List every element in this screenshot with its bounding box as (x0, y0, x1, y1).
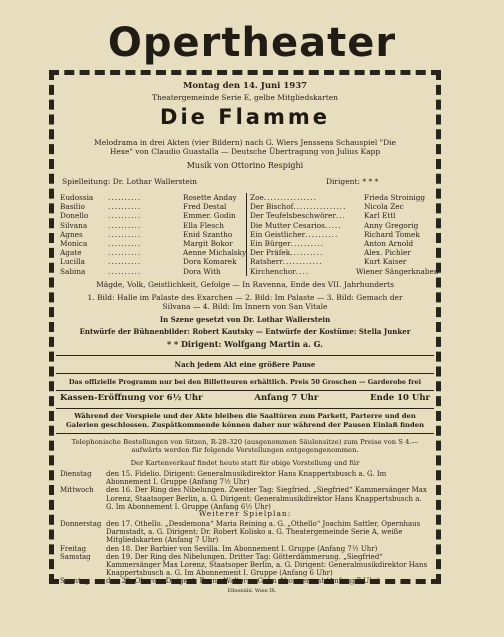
performance-date: Montag den 14. Juni 1937 (182, 81, 308, 91)
schedule-today (60, 470, 430, 511)
schedule-row: Mittwoch den 16. Der Ring des Nibelungen. Zweiter Tag: Siegfried. „Siegfried“ Kammersänger Max Lorenz, Staatsoper Berlin, a. G. Dirigent: Generalmusikdirektor Hans Knappertsbusch a. G. Im Abonnement I. Gruppe (Anfang 6½ Uhr) (60, 486, 427, 511)
music-credit: Musik von Ottorino Respighi (186, 161, 304, 170)
schedule-row: Samstag den 19. Der Ring des Nibelungen. Dritter Tag: Götterdämmerung. „Siegfried“ Kammersänger Max Lorenz, Staatsoper Berlin, a. G. Dirigent: Generalmusikdirektor Hans Knappertsbusch a. G. Im Abonnement I. Gruppe (Anfang 6 Uhr) (60, 552, 428, 578)
door-rule-1: Während der Vorspiele und der Akte bleiben die Saaltüren zum Parkett, Parterre und den (74, 412, 416, 420)
phone-order-2: aufwärts werden für folgende Vorstellungen entgegengenommen. (131, 446, 359, 454)
further-schedule-heading: Weiterer Spielplan: (198, 509, 292, 518)
times-row (60, 394, 430, 403)
description-line-1: Melodrama in drei Akten (vier Bildern) nach G. Wiers Jenssens Schauspiel "Die (94, 138, 396, 147)
cast-row: Ein Bürger .......... Anton Arnold (250, 239, 414, 249)
playbill-frame (49, 70, 441, 584)
dirigent-credit: * * Dirigent: Wolfgang Martin a. G. (167, 339, 323, 349)
cast-row: Monica .......... Margit Bokor (60, 239, 233, 249)
cast-row: Donello .......... Emmer. Godin (60, 211, 236, 221)
cast-row: Der Bischof ................ Nicola Zec (250, 202, 404, 212)
presale-notice: Der Kartenverkauf findet heute statt für obige Vorstellung und für (130, 459, 360, 467)
schedule-row: Freitag den 18. Der Barbier von Sevilla. Im Abonnement I. Gruppe (Anfang 7½ Uhr) (60, 544, 378, 553)
cast-row: Zoe ................ Frieda Stroinigg (250, 193, 426, 202)
direction-credit: Spielleitung: Dr. Lothar Wallerstein (62, 177, 197, 186)
cast-row: Eudossia .......... Rosette Anday (60, 193, 237, 202)
divider (56, 408, 434, 409)
door-rule-2: Galerien geschlossen. Zuspätkommende können daher nur während der Pausen Einlaß finden (65, 421, 425, 429)
description-line-2: Hexe" von Claudio Guastalla — Deutsche Übertragung von Julius Kapp (109, 147, 381, 156)
cast-row: Die Mutter Cesarios ..... Anny Gregorig (250, 220, 419, 230)
opera-title: Die Flamme (160, 105, 330, 129)
cast-row: Basilio .......... Fred Destal (60, 202, 227, 212)
pause-notice: Nach jedem Akt eine größere Pause (174, 360, 316, 369)
divider (56, 390, 434, 391)
extras-line: Mägde, Volk, Geistlichkeit, Gefolge — In Ravenna, Ende des VII. Jahrhunderts (96, 280, 394, 289)
design-credit: Entwürfe der Bühnenbilder: Robert Kautsky — Entwürfe der Kostüme: Stella Junker (79, 327, 411, 336)
subscription-line: Theatergemeinde Serie E, gelbe Mitgliedskarten (152, 93, 338, 102)
schedule-row: Dienstag den 15. Fidelio. Dirigent: Generalmusikdirektor Hans Knappertsbusch a. G. Im Abonnement I. Gruppe (Anfang 7½ Uhr) (60, 470, 387, 487)
divider (56, 355, 434, 356)
scenes-line-1: 1. Bild: Halle im Palaste des Exarchen — 2. Bild: Im Palaste — 3. Bild: Gemach der (87, 293, 403, 302)
schedule-row: Donnerstag den 17. Othello. „Desdemona“ Maria Reining a. G. „Othello“ Joachim Sattler, Opernhaus Darmstadt, a. G. Dirigent: Dr. Robert Kolisko a. G. Theatergemeinde Serie A, weiße Mitgliedskarten (Anfang 7 Uhr) (60, 520, 421, 545)
cast-row: Ein Geistlicher .......... Richard Tomek (250, 229, 420, 239)
start-time: Anfang 7 Uhr (254, 393, 319, 403)
divider (56, 433, 434, 434)
cast-list-left (60, 193, 247, 276)
phone-order-1: Telephonische Bestellungen von Sitzen, R-28-320 (ausgenommen Säulensitze) zum Preise von S 4.— (71, 438, 419, 446)
divider (56, 373, 434, 374)
scenes-line-2: Silvana — 4. Bild: Im Innern von San Vitale (162, 302, 328, 311)
program-notice: Das offizielle Programm nur bei den Billetteuren erhältlich. Preis 50 Groschen — Garderobe frei (68, 378, 422, 386)
theater-title: Opertheater (107, 20, 397, 66)
cast-row: Agnes .......... Enid Szantho (60, 229, 233, 239)
cast-row: Der Teufelsbeschwörer ... Karl Ettl (250, 211, 396, 221)
cast-list-right (246, 193, 439, 276)
cast-row: Agate .......... Aenne Michalsky (60, 248, 247, 258)
conductor-label: Dirigent: * * * (326, 177, 379, 186)
cast-row: Silvana .......... Ella Flesch (60, 220, 224, 230)
staging-credit: In Szene gesetzt von Dr. Lothar Wallerstein (159, 315, 331, 324)
cast-row: Lucilla .......... Dora Komarek (60, 257, 237, 267)
playbill-content (60, 79, 439, 586)
schedule-further (60, 520, 430, 586)
printer-imprint: Elbemühl. Wien IX. (227, 588, 277, 594)
cast-row: Ratsherr ............ Kurt Kaiser (250, 257, 407, 267)
cast-row: Der Präfek .......... Alex. Pichler (250, 248, 411, 258)
doors-open: Kassen-Eröffnung vor 6½ Uhr (60, 393, 203, 403)
end-time: Ende 10 Uhr (370, 393, 430, 403)
schedule-row: Sonntag den 20. Oberon. Dirigent: Bruno Walter a. G. Im Abonnement (Anfang 7 Uhr) (60, 577, 380, 586)
cast-row: Kirchenchor .... Wiener Sängerknaben (250, 266, 439, 276)
cast-row: Sabina .......... Dora With (60, 266, 221, 276)
